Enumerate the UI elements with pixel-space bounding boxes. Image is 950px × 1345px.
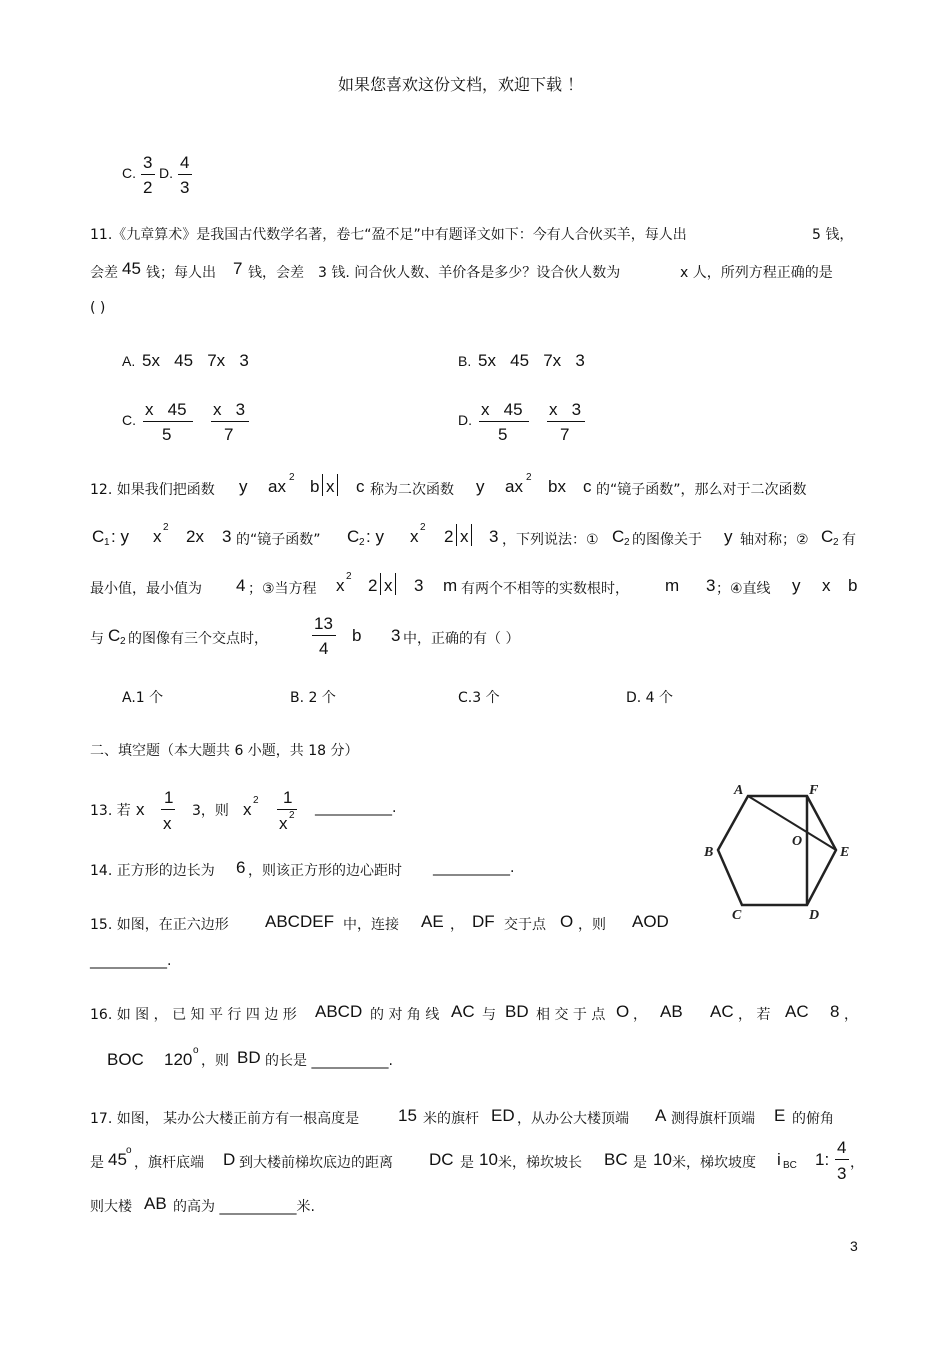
- q12-math: : y: [111, 527, 129, 546]
- q12-math: b: [848, 576, 858, 595]
- q12-text: ；③当方程: [248, 581, 317, 597]
- q12-math: x: [410, 527, 419, 546]
- q10-option-d-label: D.: [159, 165, 173, 181]
- q12-math: x: [153, 527, 162, 546]
- q17-math: DC: [429, 1150, 454, 1169]
- q15-math: ABCDEF: [265, 912, 334, 931]
- q12-sub: 2: [833, 537, 839, 548]
- page-number: 3: [850, 1238, 858, 1254]
- q12-option-b: B. 2 个: [290, 690, 336, 706]
- q15-answer-blank[interactable]: ___________.: [90, 953, 172, 969]
- q12-math: x: [822, 576, 831, 595]
- q15-math: AE: [421, 912, 444, 931]
- q17-math: 15: [398, 1106, 417, 1125]
- q12-math: 2: [368, 576, 378, 595]
- q12-math: b: [352, 626, 362, 645]
- q11-option-d-numerator-1: x 45: [481, 400, 523, 419]
- q12-text: 的图像有三个交点时，: [128, 631, 268, 647]
- q11-option-a: 5x 45 7x 3: [142, 351, 249, 370]
- q11-num: 45: [122, 259, 141, 278]
- q15-text: ，则: [578, 917, 606, 933]
- q12-math: c: [356, 477, 365, 496]
- q11-option-d-numerator-2: x 3: [549, 400, 582, 419]
- q12-math: C: [612, 527, 625, 546]
- q16-math: BD: [237, 1048, 261, 1067]
- q17-math: 10: [653, 1150, 672, 1169]
- q15-text: 交于点: [504, 917, 546, 933]
- q17-text: 到大楼前梯坎底边的距离: [239, 1155, 393, 1171]
- q17-text: ，旗杆底端: [134, 1155, 204, 1171]
- figure-label-b: B: [704, 845, 714, 860]
- q14-text: 14. 正方形的边长为: [90, 863, 215, 879]
- q12-math: 3: [222, 527, 232, 546]
- q16-text: ，则: [201, 1053, 229, 1069]
- q11-text: 钱；每人出: [146, 265, 216, 281]
- q17-text: ，: [850, 1155, 864, 1171]
- q11-option-d-denominator-2: 7: [560, 425, 570, 444]
- q11-option-d-label: D.: [458, 412, 472, 428]
- q12-math: y: [724, 527, 733, 546]
- q17-text: 是: [90, 1155, 104, 1171]
- q16-text: ， 若: [738, 1007, 771, 1023]
- q11-text: 钱，会差: [248, 265, 304, 281]
- q16-math: 8: [830, 1002, 840, 1021]
- q12-math: C: [347, 527, 360, 546]
- q12-text: 的图像关于: [632, 532, 702, 548]
- q11-line1-end: 5 钱，: [812, 227, 854, 243]
- q13-sup: 2: [289, 810, 295, 821]
- q11-option-c-numerator-2: x 3: [213, 400, 246, 419]
- q16-math: AC: [451, 1002, 475, 1021]
- q14-text: ，则该正方形的边心距时: [248, 863, 402, 879]
- q16-text: ，: [633, 1007, 647, 1023]
- q17-fraction-denominator: 3: [837, 1164, 847, 1183]
- q16-text: 的 对 角 线: [370, 1007, 440, 1023]
- q16-math: AB: [660, 1002, 683, 1021]
- q12-math: m: [665, 576, 680, 595]
- q12-math: 2: [444, 527, 454, 546]
- q12-math: bx: [548, 477, 566, 496]
- q15-math: O: [560, 912, 574, 931]
- q15-math: DF: [472, 912, 495, 931]
- q11-option-b: 5x 45 7x 3: [478, 351, 585, 370]
- q17-sup: o: [126, 1145, 132, 1156]
- q12-math: b: [310, 477, 320, 496]
- q12-text: 的“镜子函数”: [236, 532, 321, 548]
- q12-text: 有: [842, 532, 856, 548]
- q13-text: 13. 若: [90, 803, 131, 819]
- q17-text: 米，梯坎坡长: [498, 1155, 582, 1171]
- q13-fraction1-denominator: x: [163, 814, 172, 833]
- figure-label-c: C: [732, 908, 742, 922]
- q13-sup: 2: [253, 795, 259, 806]
- q17-text: 是: [633, 1155, 647, 1171]
- q17-text: 米，梯坎坡度: [672, 1155, 756, 1171]
- q12-option-c: C.3 个: [458, 690, 500, 706]
- q12-text: 轴对称；②: [740, 532, 809, 548]
- section-heading-fill-in: 二、填空题（本大题共 6 小题，共 18 分）: [90, 743, 359, 759]
- q11-text: 会差: [90, 265, 118, 281]
- q12-math: y: [476, 477, 485, 496]
- q12-math: 3: [391, 626, 401, 645]
- q17-text: 测得旗杆顶端: [671, 1111, 755, 1127]
- q11-text: x 人，所列方程正确的是: [680, 265, 833, 281]
- q16-math: O: [616, 1002, 630, 1021]
- q13-fraction2-denominator: x: [279, 814, 288, 833]
- q16-math: BD: [505, 1002, 529, 1021]
- q16-text: 与: [482, 1007, 496, 1023]
- q17-math: E: [774, 1106, 786, 1125]
- q12-text: 最小值，最小值为: [90, 581, 202, 597]
- q16-math: AC: [785, 1002, 809, 1021]
- q11-text: 3 钱. 问合伙人数、羊价各是多少？设合伙人数为: [318, 265, 621, 281]
- q11-num: 7: [233, 259, 243, 278]
- q10-option-d-numerator: 4: [180, 153, 190, 172]
- q11-option-c-label: C.: [122, 412, 136, 428]
- q12-sub: 1: [104, 537, 110, 548]
- q12-math: y: [792, 576, 801, 595]
- hexagon-figure: [696, 776, 862, 922]
- q12-math: 3: [414, 576, 424, 595]
- q15-text: 15. 如图，在正六边形: [90, 917, 229, 933]
- q17-math: 10: [479, 1150, 498, 1169]
- q17-math: i: [777, 1150, 781, 1169]
- q12-math: ax: [505, 477, 523, 496]
- q17-text: 则大楼: [90, 1199, 132, 1215]
- q15-text: ，: [450, 917, 464, 933]
- q12-math: c: [583, 477, 592, 496]
- q17-text-blank[interactable]: 的高为 ___________米.: [173, 1199, 315, 1215]
- q17-text: 是: [460, 1155, 474, 1171]
- q12-sup: 2: [346, 571, 352, 582]
- q12-text: 称为二次函数: [370, 482, 454, 498]
- q12-text: 中，正确的有（ ）: [403, 631, 520, 647]
- q12-text: 12. 如果我们把函数: [90, 482, 215, 498]
- q12-math: m: [443, 576, 458, 595]
- q12-math: x: [384, 576, 393, 595]
- q12-sup: 2: [289, 472, 295, 483]
- q17-math: D: [223, 1150, 236, 1169]
- q16-text-blank[interactable]: 的长是 ___________.: [265, 1053, 393, 1069]
- q12-math: x: [336, 576, 345, 595]
- q12-text: 的“镜子函数”，那么对于二次函数: [596, 482, 807, 498]
- q12-text: 有两个不相等的实数根时，: [461, 581, 629, 597]
- q10-option-d-denominator: 3: [180, 178, 190, 197]
- q17-text: ，从办公大楼顶端: [517, 1111, 629, 1127]
- q17-math: AB: [144, 1194, 167, 1213]
- q12-text: ；④直线: [716, 581, 771, 597]
- q17-fraction-numerator: 4: [837, 1138, 847, 1157]
- figure-label-o: O: [792, 834, 803, 849]
- figure-label-a: A: [734, 783, 744, 798]
- q17-sub: BC: [783, 1160, 797, 1171]
- q12-math: C: [108, 626, 121, 645]
- q13-answer-blank[interactable]: ___________.: [315, 800, 397, 816]
- figure-label-e: E: [840, 845, 850, 860]
- q10-option-c-denominator: 2: [143, 178, 153, 197]
- q16-sup: o: [193, 1045, 199, 1056]
- q15-math: AOD: [632, 912, 669, 931]
- q12-option-d: D. 4 个: [626, 690, 674, 706]
- q10-option-c-label: C.: [122, 165, 136, 181]
- q12-sub: 2: [120, 636, 126, 647]
- q16-text: ，: [844, 1007, 858, 1023]
- q13-fraction1-numerator: 1: [164, 788, 174, 807]
- q12-sup: 2: [420, 522, 426, 533]
- q11-option-c-numerator-1: x 45: [145, 400, 187, 419]
- q17-math: BC: [604, 1150, 628, 1169]
- q12-sup: 2: [163, 522, 169, 533]
- page-header: 如果您喜欢这份文档，欢迎下载 ！: [338, 75, 584, 94]
- q14-math: 6: [236, 858, 246, 877]
- q12-math: x: [460, 527, 469, 546]
- q14-answer-blank[interactable]: ___________.: [433, 860, 515, 876]
- q11-option-d-denominator-1: 5: [498, 425, 508, 444]
- q17-text: 的俯角: [792, 1111, 834, 1127]
- q17-text: 米的旗杆: [423, 1111, 479, 1127]
- q12-math: C: [821, 527, 834, 546]
- q16-math: 120: [164, 1050, 193, 1069]
- q17-math: 45: [108, 1150, 127, 1169]
- q11-option-c-denominator-1: 5: [162, 425, 172, 444]
- q12-sub: 2: [624, 537, 630, 548]
- q12-fraction-numerator: 13: [314, 614, 333, 633]
- q11-option-b-label: B.: [458, 353, 472, 369]
- q13-text: 3，则: [192, 803, 229, 819]
- q12-math: 2x: [186, 527, 204, 546]
- q12-option-a: A.1 个: [122, 690, 164, 706]
- q16-text: 相 交 于 点: [536, 1007, 606, 1023]
- q12-sup: 2: [526, 472, 532, 483]
- q17-text: 17. 如图， 某办公大楼正前方有一根高度是: [90, 1111, 360, 1127]
- q10-option-c-numerator: 3: [143, 153, 153, 172]
- q12-math: 4: [236, 576, 246, 595]
- q11-answer-parens: ( ): [90, 300, 106, 316]
- q12-math: 3: [706, 576, 716, 595]
- q12-math: C: [92, 527, 105, 546]
- q13-math: x: [243, 800, 252, 819]
- q17-math: 1:: [815, 1150, 830, 1169]
- q11-line1: 11.《九章算术》是我国古代数学名著，卷七“盈不足”中有题译文如下：今有人合伙买羊，每人出: [90, 227, 687, 243]
- q12-text: ，下列说法：①: [502, 532, 599, 548]
- q12-math: x: [326, 477, 335, 496]
- q16-text: 16. 如 图 ， 已 知 平 行 四 边 形: [90, 1007, 297, 1023]
- figure-label-f: F: [809, 783, 819, 798]
- q11-option-a-label: A.: [122, 353, 136, 369]
- q12-fraction-denominator: 4: [319, 639, 329, 658]
- q17-math: A: [655, 1106, 667, 1125]
- figure-label-d: D: [809, 908, 820, 922]
- q13-fraction2-numerator: 1: [283, 788, 293, 807]
- q16-math: AC: [710, 1002, 734, 1021]
- q17-math: ED: [491, 1106, 515, 1125]
- q13-math: x: [136, 800, 145, 819]
- q12-text: 与: [90, 631, 104, 647]
- q12-math: 3: [489, 527, 499, 546]
- q15-text: 中，连接: [343, 917, 399, 933]
- q12-math: : y: [366, 527, 384, 546]
- q12-sub: 2: [359, 537, 365, 548]
- q16-math: BOC: [107, 1050, 144, 1069]
- q16-math: ABCD: [315, 1002, 363, 1021]
- q12-math: y: [239, 477, 248, 496]
- q12-math: ax: [268, 477, 286, 496]
- q11-option-c-denominator-2: 7: [224, 425, 234, 444]
